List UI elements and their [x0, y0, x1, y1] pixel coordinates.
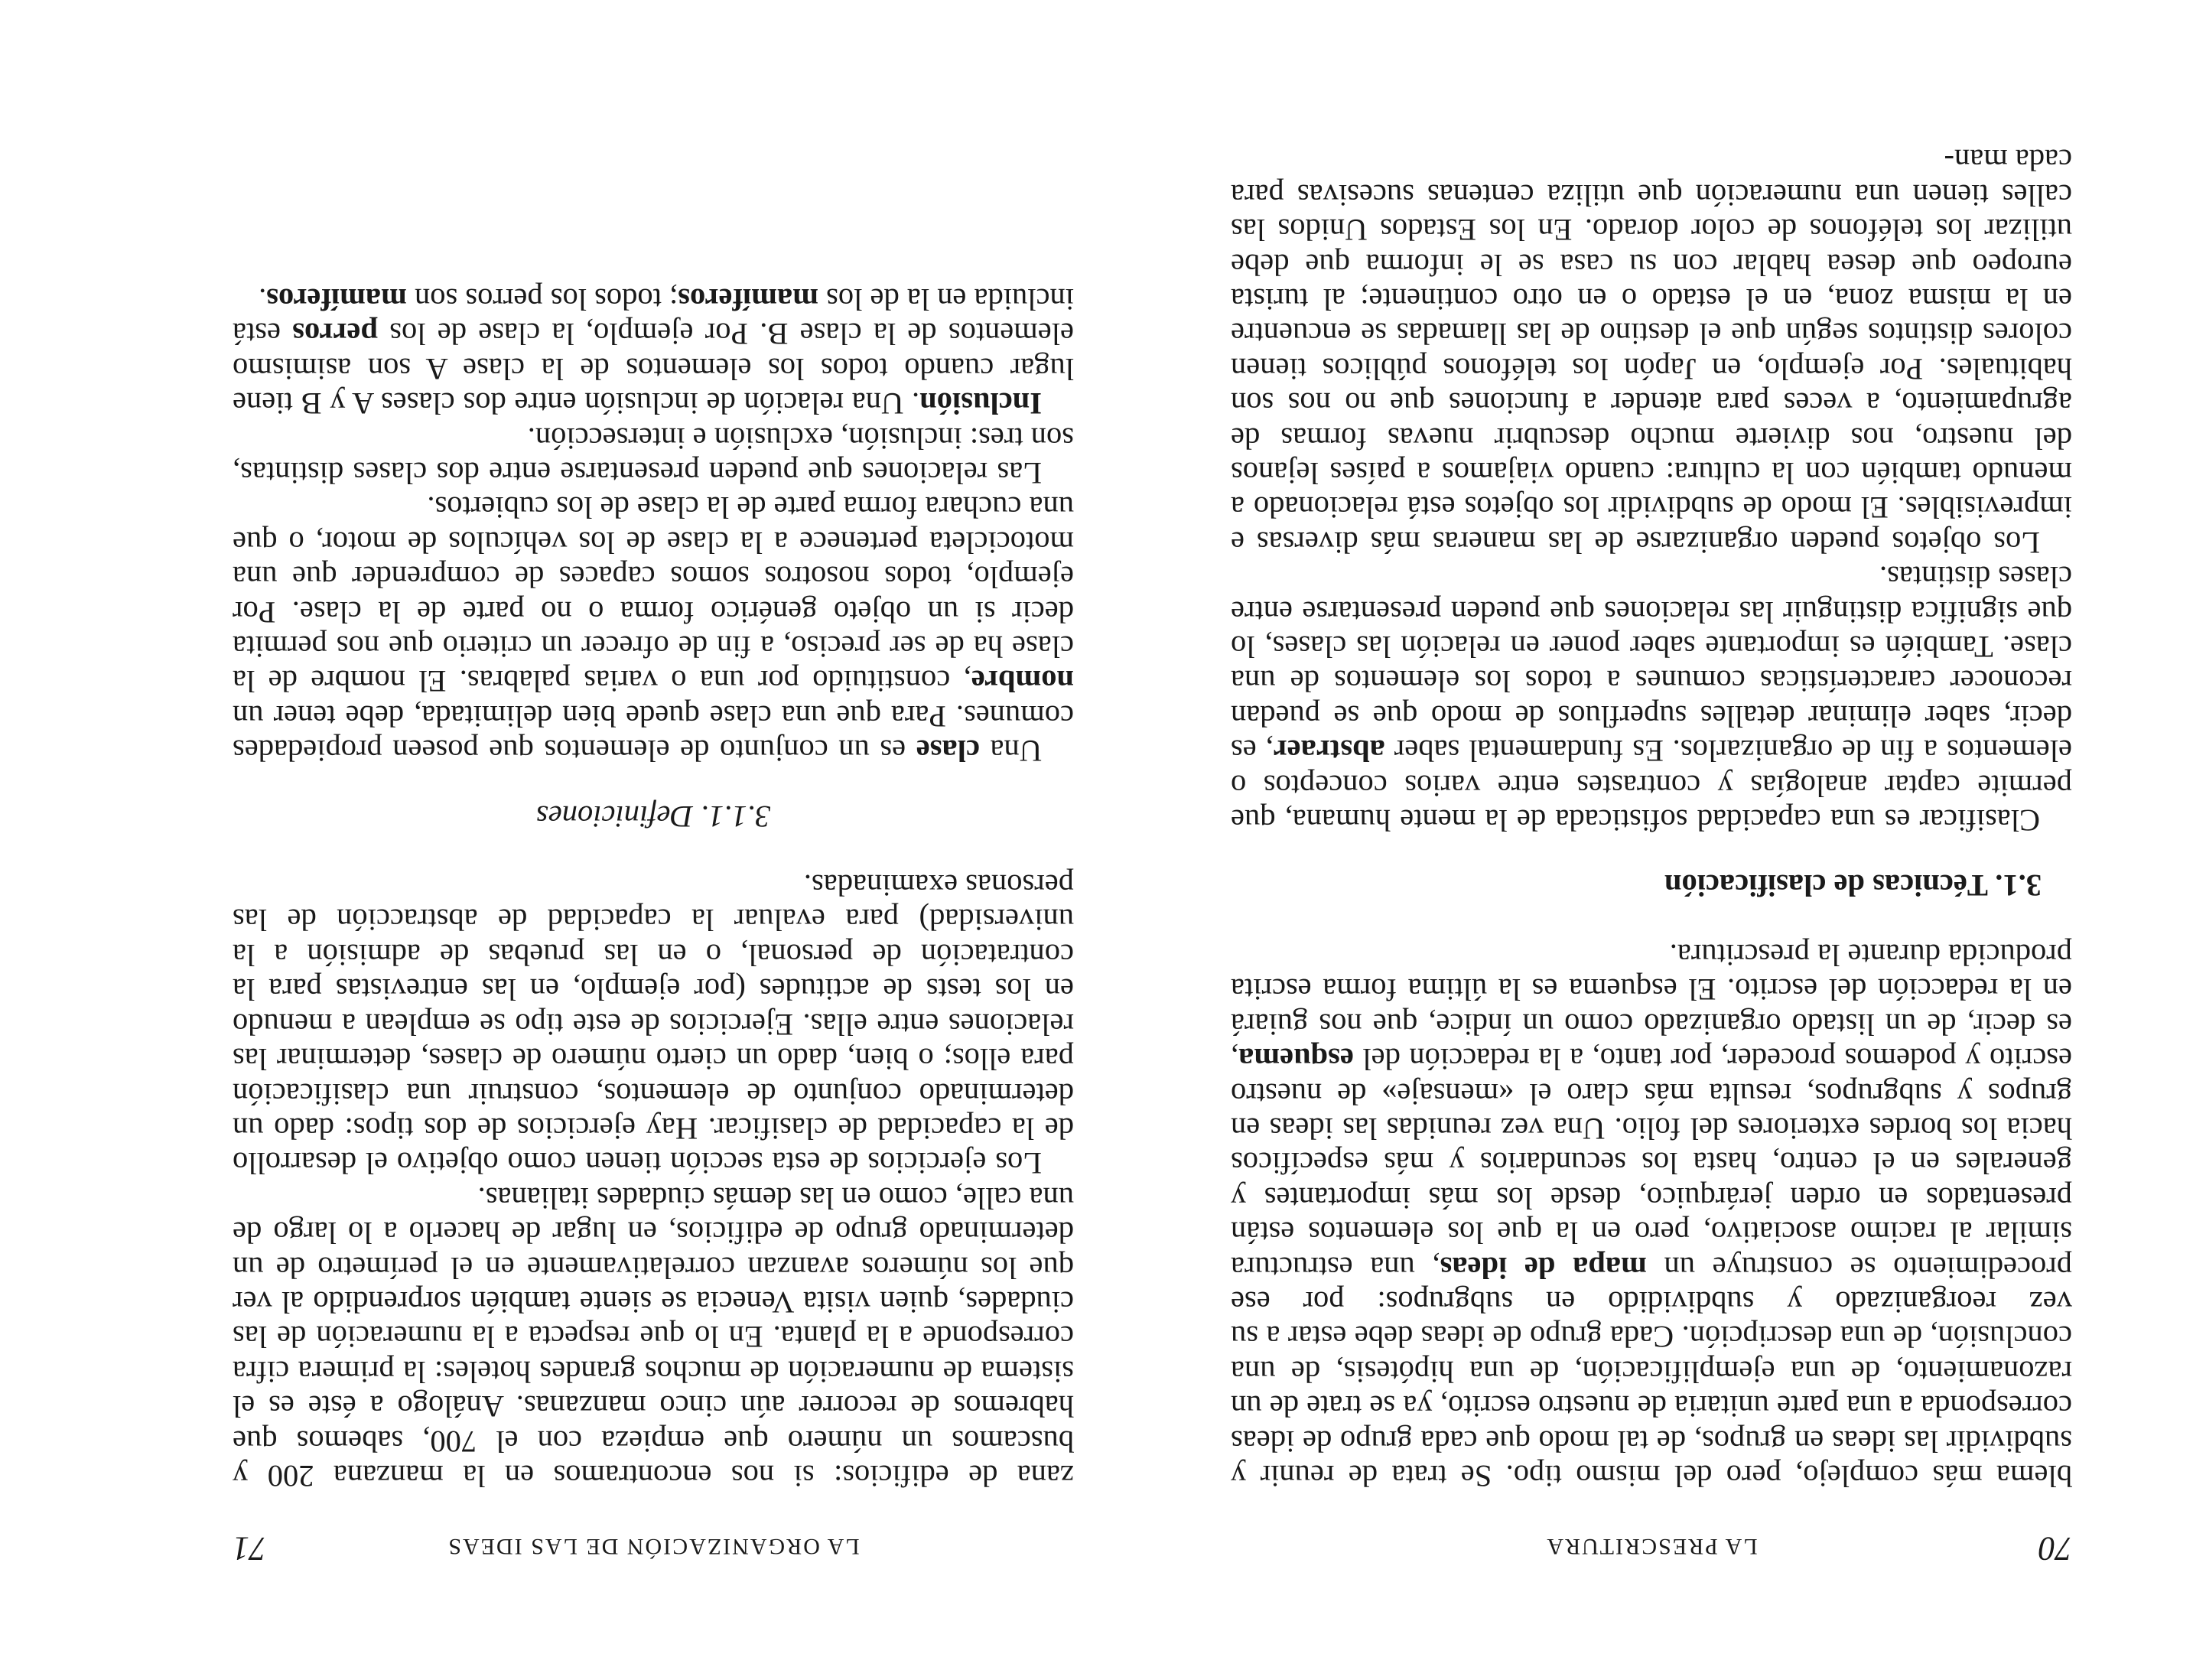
paragraph: Los ejercicios de esta sección tienen como objetivo el desarrollo de la capacidad de clasificar. Hay ejercicios de dos tipos: dado un determinado conjunto de elementos, construir una clasificación para ellos; o bien, dado un cierto número de clases, determinar las relaciones entre ellas. Ejercicios de este tipo se emplean a menudo en los tests de actitudes (por ejemplo, en las entrevistas para la contratación de personal, o en las pruebas de admisión a la universidad) para evaluar la capacidad de abstracción de las personas examinadas.: [233, 868, 1074, 1181]
paragraph-text: Clasificar es una capacidad sofisticada de la mente humana, que permite captar analogías y contrastes entre varios conceptos o elementos a fin de organizarlos. Es fundamental saber: [1231, 734, 2072, 838]
bold-term: esquema: [1238, 1042, 1354, 1077]
running-head-left: [1231, 1519, 2072, 1568]
page-body-left: [1231, 143, 2072, 1493]
paragraph-text: , una estructura similar al racimo asociativo, pero en la que los elementos están presentados en orden jerárquico, desde los más importantes y generales en el centro, hasta los secundarios y más específicos hacia los bordes exteriores del folio. Una vez reunidas las ideas en grupos y subgrupos, resulta más claro el «mensaje» de nuestro escrito y podemos proceder, por tanto, a la redacción del: [1231, 1042, 2072, 1285]
paragraph: Los objetos pueden organizarse de las maneras más diversas e imprevisibles. El modo de subdividir los objetos está relacionado a menudo también con la cultura: cuando viajamos a países lejanos del nuestro, nos divierte mucho descubrir nuevas formas de agrupamiento, a veces para atender a funciones que no nos son habituales. Por ejemplo, en Japón los teléfonos públicos tienen colores distintos según que el destino de las llamadas se encuentre en la misma zona, en el estado o en otro continente; al turista europeo que desea hablar con su casa se le informa que debe utilizar los teléfonos de color dorado. En los Estados Unidos las calles tienen una numeración que utiliza centenas sucesivas para cada man-: [1231, 143, 2072, 560]
paragraph-text: , constituido por una o varias palabras. El nombre de la clase ha de ser preciso, a fin de ofrecer un criterio que nos permita decir si un objeto genérico forma o no parte de la clase. Por ejemplo, todos nosotros somos capaces de comprender que una motocicleta pertenece a la clase de los vehículos de motor, o que una cuchara forma parte de la clase de los cubiertos.: [233, 490, 1074, 699]
paragraph-text: blema más complejo, pero del mismo tipo. Se trata de reunir y subdividir las ideas en grupos, de tal modo que cada grupo de ideas corresponda a una parte unitaria de nuestro escrito, ya se trate de un razonamiento, de una ejemplificación, de una hipótesis, de una conclusión, de una descripción. Cada grupo de ideas debe estar a su vez reorganizado y subdividido en subgrupos: por ese procedimiento se construye un: [1231, 1250, 2072, 1493]
running-head-title: LA PRESCRITURA: [1545, 1534, 1758, 1559]
paragraph-text: , es decir, de un listado organizado como un índice, que nos guiará en la redacción del escrito. El esquema es la última forma escrita producida durante la prescritura.: [1231, 937, 2072, 1077]
paragraph-text: Una: [979, 734, 1042, 769]
bold-term: mapa de ideas: [1440, 1250, 1647, 1285]
paragraph: zana de edificios: si nos encontramos en la manzana 200 y buscamos un número que empieza con el 700, sabemos que habremos de recorrer aún cinco manzanas. Análogo a éste es el sistema de numeración de muchos grandes hoteles: la primera cifra corresponde a la planta. En lo que respecta a la numeración de las ciudades, quien visita Venecia se siente también sorprendido al ver que los números avanzan correlativamente en el perímetro de un determinado grupo de edificios, en lugar de hacerlo a lo largo de una calle, como en las demás ciudades italianas.: [233, 1180, 1074, 1493]
running-head-title: LA ORGANIZACIÓN DE LAS IDEAS: [447, 1534, 860, 1559]
page-number: 70: [2038, 1530, 2072, 1568]
bold-term: mamíferos: [266, 282, 407, 317]
paragraph: [233, 282, 1074, 422]
bold-term: abstraer: [1273, 734, 1385, 769]
paragraph-text: .: [259, 282, 267, 317]
paragraph-text: ; todos los perros son: [406, 282, 678, 317]
subsection-title: 3.1.1. Definiciones: [536, 799, 770, 834]
paragraph: Las relaciones que pueden presentarse entre dos clases distintas, son tres: inclusión, exclusión e intersección.: [233, 421, 1074, 491]
paragraph-text: . Una relación de inclusión entre dos clases A y B tiene lugar cuando todos los elementos de la clase A son asimismo elementos de la clase B. Por ejemplo, la clase de los: [233, 317, 1074, 422]
bold-term: nombre: [971, 664, 1074, 699]
bold-term: clase: [916, 734, 980, 769]
paragraph-text: está incluida en la de los: [232, 282, 1074, 352]
running-head-right: [233, 1519, 1074, 1568]
page-70: [1231, 112, 2072, 1568]
bold-term: Inclusión: [919, 386, 1042, 422]
bold-term: perros: [292, 317, 378, 352]
bold-term: mamíferos: [678, 282, 818, 317]
paragraph: [1231, 560, 2072, 838]
paragraph: [1231, 938, 2072, 1494]
page-number: 71: [233, 1530, 266, 1568]
section-title: 3.1. Técnicas de clasificación: [1664, 868, 2042, 903]
page-body-right: [233, 282, 1074, 1493]
paragraph-text: es un conjunto de elementos que poseen propiedades comunes. Para que una clase quede bien delimitada, debe tener un: [233, 698, 1074, 769]
paragraph-text: , es decir, saber eliminar detalles superfluos de modo que se puedan reconocer características comunes a todos los elementos de una clase. También es importante saber poner en relación las clases, lo que significa distinguir las relaciones que pueden presentarse entre clases distintas.: [1231, 560, 2072, 769]
page-71: [232, 112, 1074, 1568]
paragraph: [233, 490, 1074, 768]
